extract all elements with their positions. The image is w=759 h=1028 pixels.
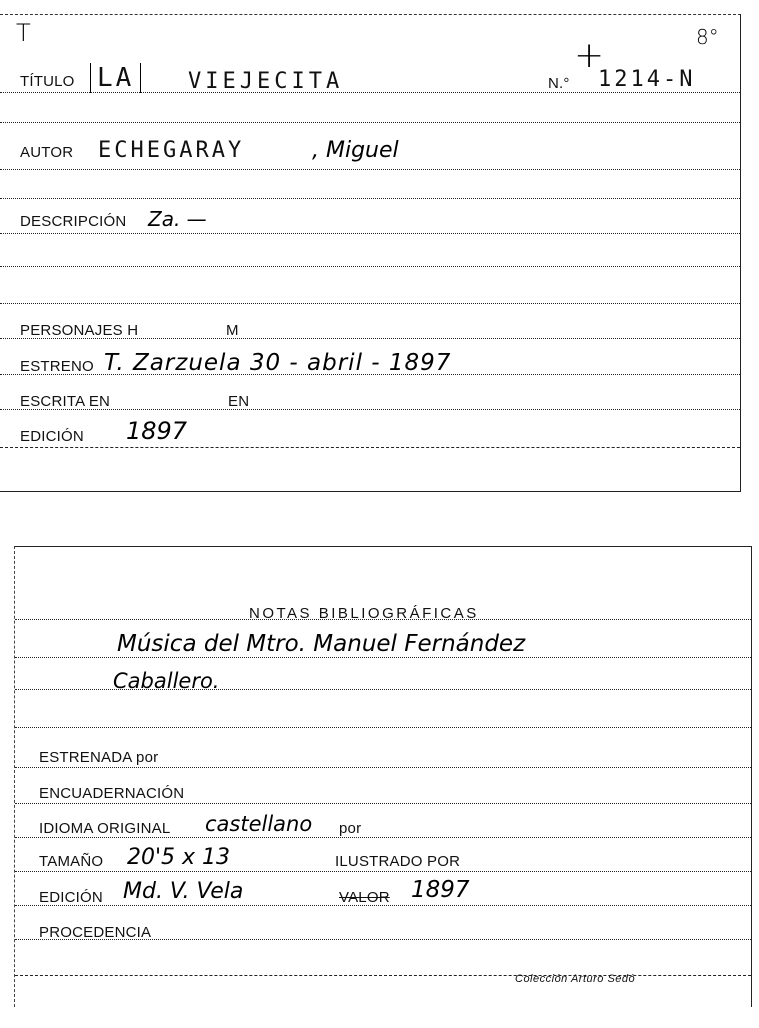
edicion-back-value: Md. V. Vela [123, 879, 244, 904]
descripcion-value: Za. — [148, 207, 207, 231]
numero-value: 1214-N [598, 67, 696, 92]
notes-line-2: Caballero. [113, 669, 220, 693]
titulo-value: VIEJECITA [188, 69, 344, 94]
titulo-article: LA [90, 63, 141, 93]
autor-surname: ECHEGARAY [98, 138, 245, 163]
numero-label: N.° [548, 75, 570, 92]
idioma-value: castellano [205, 812, 313, 836]
rule-line [15, 975, 751, 976]
escrita-label: ESCRITA EN [20, 393, 111, 410]
edicion-label: EDICIÓN [20, 428, 84, 445]
rule-line [0, 122, 740, 123]
notes-line-1: Música del Mtro. Manuel Fernández [117, 631, 526, 657]
encuadernacion-label: ENCUADERNACIÓN [39, 785, 185, 802]
tamano-value: 20'5 x 13 [127, 845, 231, 870]
estrenada-label: ESTRENADA por [39, 749, 159, 766]
personajes-label: PERSONAJES H [20, 322, 139, 339]
tamano-label: TAMAÑO [39, 853, 104, 870]
notes-heading: NOTAS BIBLIOGRÁFICAS [249, 605, 479, 622]
personajes-m-label: M [226, 322, 239, 339]
rule-line [0, 233, 740, 234]
idioma-suffix: por [339, 820, 362, 837]
rule-line [15, 767, 751, 768]
rule-line [15, 657, 751, 658]
rule-line [15, 837, 751, 838]
cross-mark: + [574, 35, 605, 76]
ilustrado-label: ILUSTRADO POR [335, 853, 461, 870]
rule-line [0, 303, 740, 304]
collection-stamp: Colección Arturo Sedó [515, 973, 636, 985]
valor-value: 1897 [411, 877, 470, 903]
corner-mark: T [16, 19, 31, 47]
rule-line [15, 803, 751, 804]
catalog-card-back [14, 546, 752, 1007]
rule-line [0, 447, 740, 448]
estreno-value: T. Zarzuela 30 - abril - 1897 [104, 350, 452, 376]
rule-line [0, 169, 740, 170]
edicion-back-label: EDICIÓN [39, 889, 103, 906]
rule-line [15, 871, 751, 872]
edicion-value: 1897 [126, 417, 188, 445]
autor-given: , Miguel [312, 138, 399, 163]
rule-line [0, 266, 740, 267]
catalog-card-front [0, 14, 741, 492]
valor-label: VALOR [339, 889, 390, 906]
escrita-en-label: EN [228, 393, 250, 410]
autor-label: AUTOR [20, 144, 74, 161]
rule-line [15, 727, 751, 728]
rule-line [0, 409, 740, 410]
titulo-label: TÍTULO [20, 73, 75, 90]
procedencia-label: PROCEDENCIA [39, 924, 152, 941]
descripcion-label: DESCRIPCIÓN [20, 213, 127, 230]
idioma-label: IDIOMA ORIGINAL [39, 820, 171, 837]
estreno-label: ESTRENO [20, 358, 94, 375]
format-mark: 8° [696, 25, 719, 49]
rule-line [0, 198, 740, 199]
